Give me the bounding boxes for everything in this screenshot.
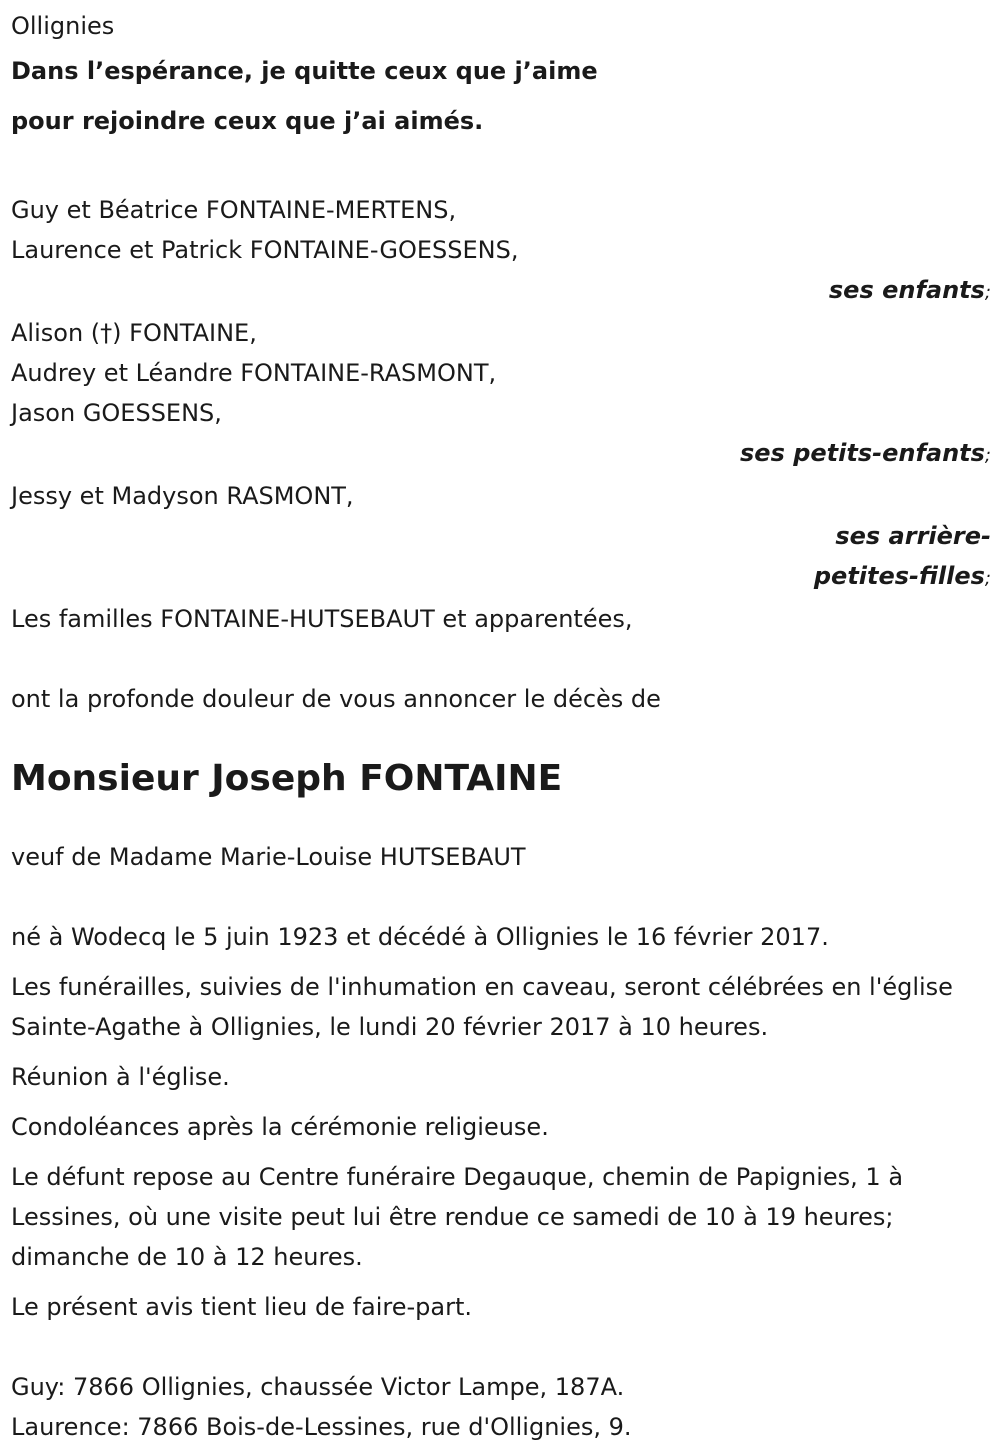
epigraph-line-2: pour rejoindre ceux que j’ai aimés. bbox=[11, 107, 484, 135]
meeting-paragraph: Réunion à l'église. bbox=[11, 1063, 230, 1091]
address-line-laurence: Laurence: 7866 Bois-de-Lessines, rue d'Ollignies, 9. bbox=[11, 1413, 632, 1441]
child-line-2: Laurence et Patrick FONTAINE-GOESSENS, bbox=[11, 236, 519, 264]
grandchild-line-3: Jason GOESSENS, bbox=[11, 399, 222, 427]
obituary-notice bbox=[11, 6, 991, 1447]
epigraph-line-1: Dans l’espérance, je quitte ceux que j’aime bbox=[11, 57, 598, 85]
place-heading: Ollignies bbox=[11, 12, 115, 40]
address-line-guy: Guy: 7866 Ollignies, chaussée Victor Lampe, 187A. bbox=[11, 1373, 625, 1401]
grandchild-line-2: Audrey et Léandre FONTAINE-RASMONT, bbox=[11, 359, 497, 387]
notice-paragraph: Le présent avis tient lieu de faire-part. bbox=[11, 1293, 473, 1321]
visitation-paragraph: Le défunt repose au Centre funéraire Degauque, chemin de Papignies, 1 à Lessines, où une visite peut lui être rendue ce samedi de 10 à 19 heures; dimanche de 10 à 12 heures. bbox=[11, 1163, 904, 1271]
grandchildren-label-text: ses petits-enfants bbox=[740, 439, 985, 467]
children-label-separator: ; bbox=[984, 282, 991, 303]
great-grandchildren-label-line-2: petites-filles bbox=[813, 562, 985, 590]
great-grandchildren-label-line-1: ses arrière- bbox=[835, 522, 991, 550]
grandchildren-label-separator: ; bbox=[984, 445, 991, 466]
child-line-1: Guy et Béatrice FONTAINE-MERTENS, bbox=[11, 196, 457, 224]
great-grandchildren-relation-label-1 bbox=[11, 516, 991, 556]
condolences-paragraph: Condoléances après la cérémonie religieuse. bbox=[11, 1113, 549, 1141]
great-grandchildren-relation-label-2 bbox=[11, 556, 991, 599]
birth-death-dates: né à Wodecq le 5 juin 1923 et décédé à Ollignies le 16 février 2017. bbox=[11, 923, 829, 951]
spouse-line: veuf de Madame Marie-Louise HUTSEBAUT bbox=[11, 843, 526, 871]
great-grandchild-line-1: Jessy et Madyson RASMONT, bbox=[11, 482, 354, 510]
children-relation-label bbox=[11, 270, 991, 313]
funeral-details-paragraph: Les funérailles, suivies de l'inhumation en caveau, seront célébrées en l'église Sainte-Agathe à Ollignies, le lundi 20 février 2017 à 10 heures. bbox=[11, 973, 953, 1041]
deceased-name: Monsieur Joseph FONTAINE bbox=[11, 758, 563, 799]
grandchild-line-1: Alison (†) FONTAINE, bbox=[11, 319, 257, 347]
grandchildren-relation-label bbox=[11, 433, 991, 476]
announcement-intro: ont la profonde douleur de vous annoncer le décès de bbox=[11, 685, 661, 713]
great-grandchildren-label-separator: ; bbox=[984, 568, 991, 589]
children-label-text: ses enfants bbox=[828, 276, 985, 304]
families-line: Les familles FONTAINE-HUTSEBAUT et apparentées, bbox=[11, 605, 633, 633]
